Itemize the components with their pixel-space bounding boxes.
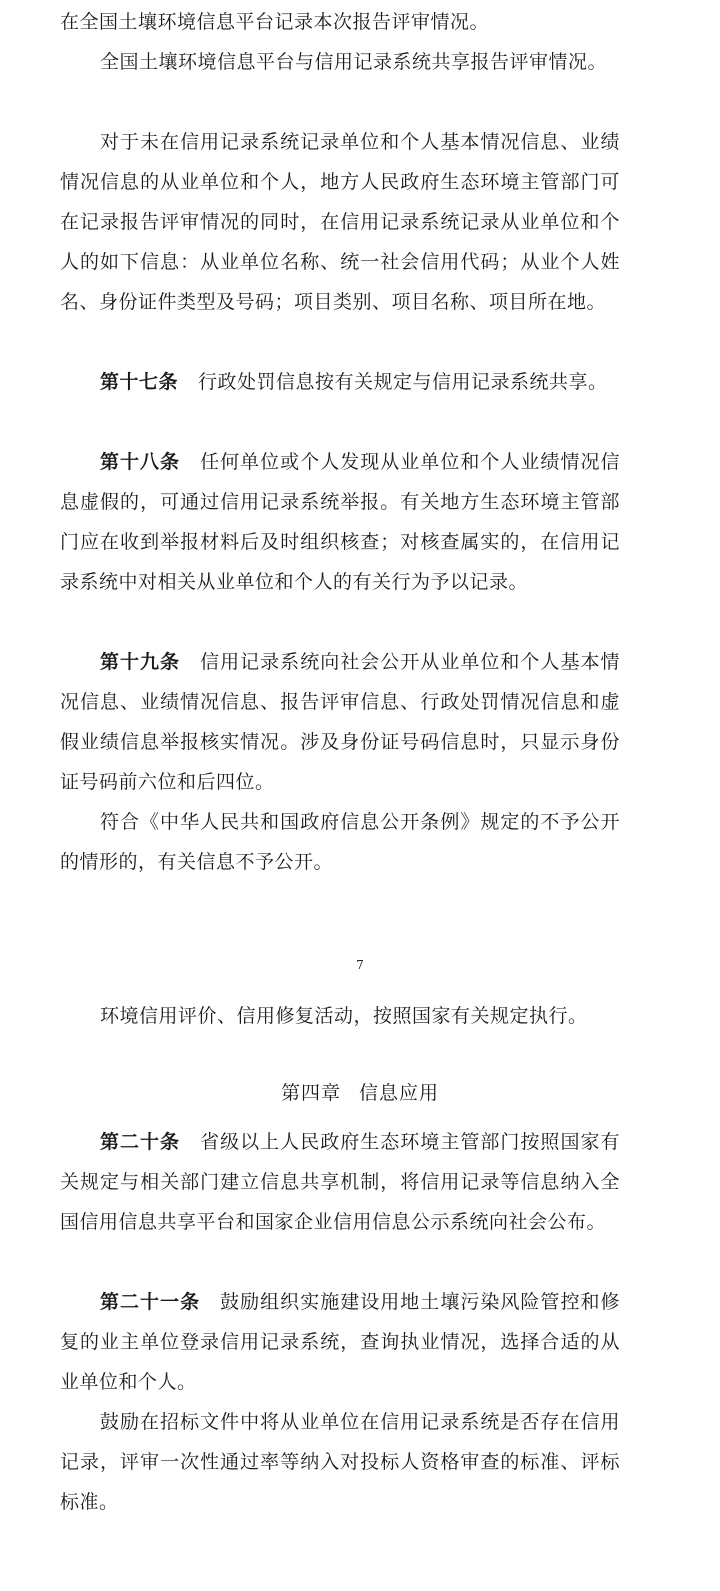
article-text: 行政处罚信息按有关规定与信用记录系统共享。 [198,371,608,393]
paragraph-text: 全国土壤环境信息平台与信用记录系统共享报告评审情况。 [100,51,608,73]
article-heading: 第十八条 [100,451,181,473]
paragraph-text: 在全国土壤环境信息平台记录本次报告评审情况。 [60,11,490,33]
chapter-number: 第四章 [280,1082,341,1104]
article-18 [60,442,620,602]
paragraph-text: 鼓励在招标文件中将从业单位在信用记录系统是否存在信用记录，评审一次性通过率等纳入对投标人资格审查的标准、评标标准。 [60,1411,620,1513]
article-19 [60,642,620,802]
paragraph-disclosure-exception [60,802,620,882]
article-heading: 第二十一条 [100,1291,201,1313]
article-21 [60,1282,620,1402]
paragraph-text: 符合《中华人民共和国政府信息公开条例》规定的不予公开的情形的，有关信息不予公开。 [60,811,620,873]
article-heading: 第二十条 [100,1131,181,1153]
paragraph-credit-evaluation [60,996,620,1036]
chapter-name: 信息应用 [359,1082,440,1104]
article-heading: 第十九条 [100,651,181,673]
article-heading: 第十七条 [100,371,179,393]
page-number: 7 [356,958,364,972]
paragraph-unrecorded-units [60,122,620,322]
chapter-title [0,1078,720,1108]
article-text: 省级以上人民政府生态环境主管部门按照国家有关规定与相关部门建立信息共享机制，将信用记录等信息纳入全国信用信息共享平台和国家企业信用信息公示系统向社会公布。 [60,1131,620,1233]
article-text: 任何单位或个人发现从业单位和个人业绩情况信息虚假的，可通过信用记录系统举报。有关地方生态环境主管部门应在收到举报材料后及时组织核查；对核查属实的，在信用记录系统中对相关从业单位和个人的有关行为予以记录。 [60,451,620,593]
article-17 [60,362,620,402]
paragraph-tender-documents [60,1402,620,1522]
article-text: 信用记录系统向社会公开从业单位和个人基本情况信息、业绩情况信息、报告评审信息、行政处罚情况信息和虚假业绩信息举报核实情况。涉及身份证号码信息时，只显示身份证号码前六位和后四位。 [60,651,620,793]
paragraph-text: 对于未在信用记录系统记录单位和个人基本情况信息、业绩情况信息的从业单位和个人，地方人民政府生态环境主管部门可在记录报告评审情况的同时，在信用记录系统记录从业单位和个人的如下信息：从业单位名称、统一社会信用代码；从业个人姓名、身份证件类型及号码；项目类别、项目名称、项目所在地。 [60,131,620,313]
paragraph-platform-share [60,42,620,82]
paragraph-platform-record [60,2,620,42]
paragraph-text: 环境信用评价、信用修复活动，按照国家有关规定执行。 [100,1005,588,1027]
article-20 [60,1122,620,1242]
article-text: 鼓励组织实施建设用地土壤污染风险管控和修复的业主单位登录信用记录系统，查询执业情况，选择合适的从业单位和个人。 [60,1291,620,1393]
